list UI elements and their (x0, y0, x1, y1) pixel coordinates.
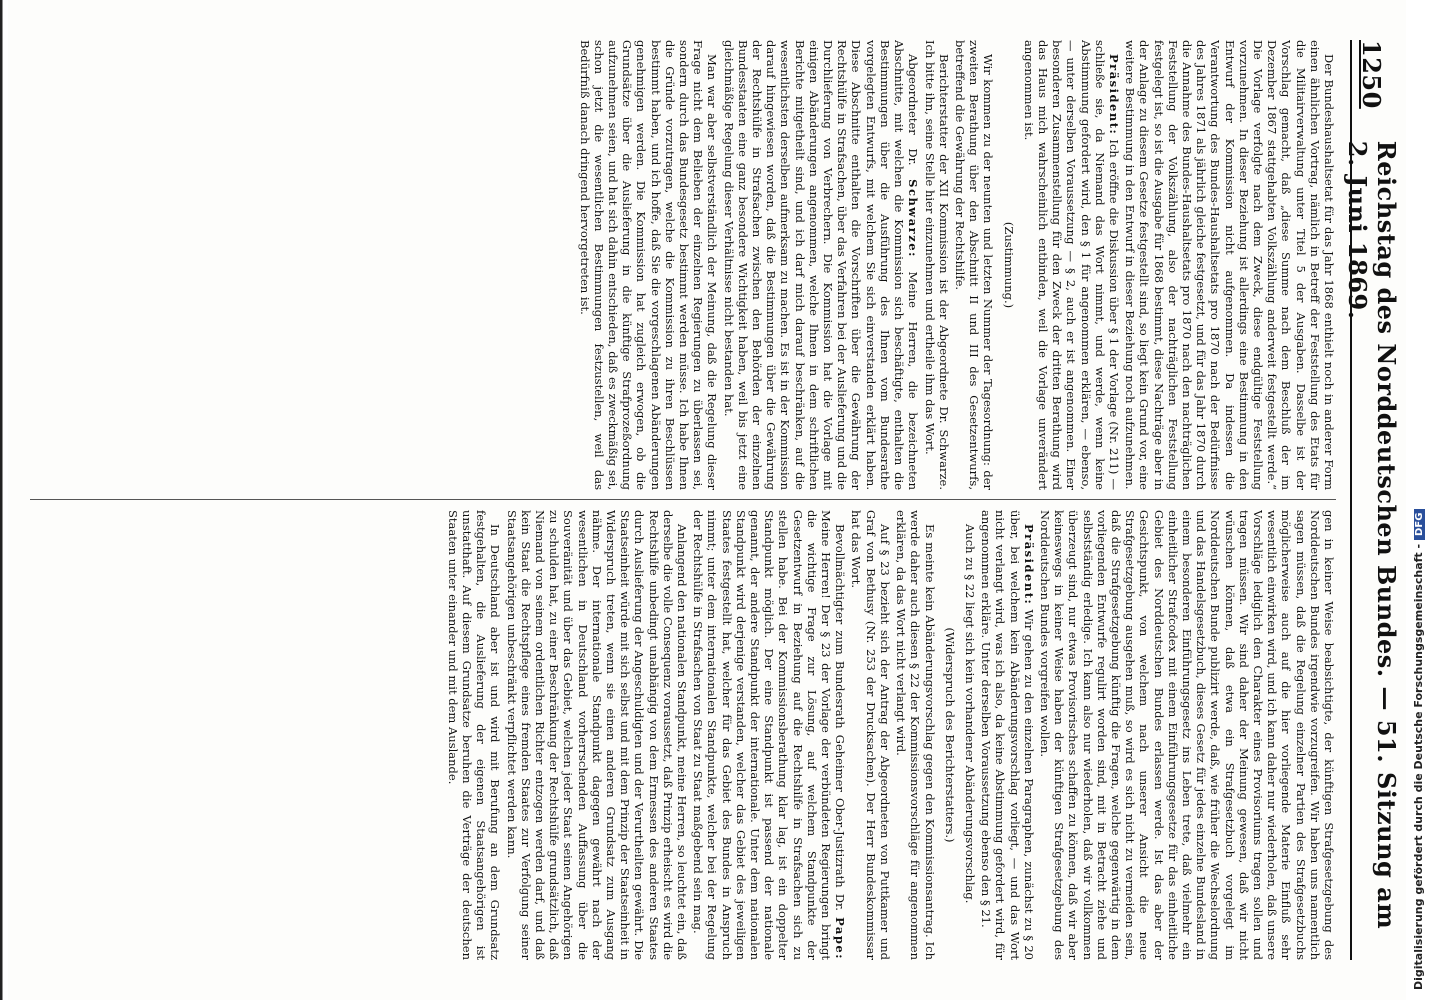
sitting-date: 51. Sitzung am 2. Juni 1869. (1343, 140, 1401, 930)
paragraph: Man war aber selbstverständlich der Meinung, daß die Regelung dieser Frage nicht dem Belieben der einzelnen Regierungen zu überlassen sei, sondern durch das Bundesgesetz bestimmt werden müsse. Ich habe Ihnen die Gründe vorzutragen, welche die Kommission zu ihren Beschlüssen bestimmt haben, und ich hoffe, daß Sie die vorgeschlagenen Abänderungen genehmigen werden. Die Kommission hat zugleich erwogen, ob die Grundsätze über die Auslieferung in die künftige Strafprozeßordnung aufzunehmen seien, und hat sich dahin entschieden, daß es zweckmäßig sei, schon jetzt die wesentlichen Bestimmungen festzustellen, weil das Bedürfniß danach dringend hervorgetreten ist. (577, 40, 720, 490)
running-header (1343, 40, 1401, 960)
paragraph (979, 510, 1036, 960)
page-number: 1250 (1357, 40, 1387, 109)
speaker-title: Bevollmächtigter zum Bundesrath Geheimer Ober-Justizrath Dr. (833, 524, 848, 911)
speaker-title: Abgeordneter Dr. (906, 54, 921, 166)
column-divider (30, 499, 1336, 500)
speaker-name: Pape: (833, 917, 848, 960)
speech-text: Ich eröffne die Diskussion über § 1 der Vorlage (Nr. 211) — schließe sie, da Niemand das Wort nimmt, und werde, wenn keine Abstimmung gefordert wird, den § 1 für angenommen erklären, — ebenso, — unter derselben Voraussetzung — § 2, auch er ist angenommen. Einer besonderen Zusammenstellung für den Zweck der dritten Berathung wird das Haus mich wahrscheinlich entbinden, weil die Vorlage unverändert angenommen ist. (1021, 40, 1121, 490)
paragraph (1022, 40, 1121, 490)
digitization-credit (1412, 10, 1425, 990)
speech-text: Wir gehen zu den einzelnen Paragraphen, zunächst zu § 20 über, bei welchem kein Abänderungsvorschlag vorliegt, — und das Wort nicht verlangt wird, was ich also, da keine Abstimmung gefordert wird, für angenommen erkläre. Unter derselben Voraussetzung ebenso den § 21. (979, 510, 1036, 960)
digitization-credit-strip (1406, 0, 1432, 1000)
paragraph: Berichterstatter der XII Kommission ist der Abgeordnete Dr. Schwarze. Ich bitte ihn, seine Stelle hier einzunehmen und ertheile ihm das Wort. (922, 40, 951, 490)
publication-title (1343, 141, 1401, 960)
paragraph: gen in keiner Weise beabsichtigte, der künftigen Strafgesetzgebung des Norddeutschen Bundes irgendwie vorzugreifen. Wir haben uns namentlich sagen müssen, daß die Regelung einzelner Partien des Strafgesetzbuchs möglicherweise auch auf die hier vorliegende Materie Einfluß sehr wesentlich einwirken wird, und ich kann daher nur wiederholen, daß unsere Vorschläge lediglich den Charakter eines Provisoriums tragen sollen und tragen müssen. Wir sind daher der Meinung gewesen, daß wir nicht wünschen können, daß etwa ein Strafgesetzbuch vorgelegt im Norddeutschen Bunde publizirt werde, daß, wie früher die Wechselordnung und das Handelsgesetzbuch, dieses Gesetz für jedes einzelne Bundesland in einem besonderen Einführungsgesetz ins Leben trete, daß vielmehr ein einheitlicher Strafcodex mit einem Einführungsgesetze für das einheitliche Gebiet des Norddeutschen Bundes erlassen werde. Ist das aber der Gesichtspunkt, von welchem nach unserer Ansicht die neue Strafgesetzgebung ausgehen muß, so wird es sich nicht zu vermeiden sein, daß die Strafgesetzgebung künftig die Fragen, welche gegenwärtig in dem vorliegenden Entwurfe regulirt worden sind, mit in Betracht ziehe und selbstständig erledige. Ich kann also nur wiederholen, daß wir vollkommen überzeugt sind, nur etwas Provisorisches schaffen zu können, daß wir aber keineswegs in keiner Weise haben der künftigen Strafgesetzgebung des Norddeutschen Bundes vorgreifen wollen. (1037, 510, 1336, 960)
paragraph: Anlangend den nationalen Standpunkt, meine Herren, so leuchtet ein, daß derselbe die volle Consequenz voraussetzt, daß Prinzip erheischt es wird die Rechtshilfe unbedingt unabhängig von dem Ermessen des anderen Staates durch Auslieferung der Angeschuldigten und der Verurtheilten gewährt. Die Staatseinheit würde mit sich selbst und mit dem Prinzip der Staatseinheit in Widerspruch treten, wenn sie einen anderen Grundsatz zum Ausgang nähme. Der internationale Standpunkt dagegen gewährt nach der wesentlichen in Deutschland vorherrschenden Auffassung über die Souveränität und über das Gebiet, welchen jeder Staat seinen Angehörigen zu schulden hat, zu einer Beschränkung der Rechtshülfe grundsätzlich, daß Niemand von seinem ordentlichen Richter entzogen werden darf, und daß kein Staat die Rechtspflege eines fremden Staates zur Verfolgung seiner Staatsangehörigen unbeschränkt verpflichtet werden kann. (504, 510, 690, 960)
publication-title-text: Reichstag des Norddeutschen Bundes. (1372, 140, 1401, 678)
interjection: (Zustimmung.) (1001, 221, 1016, 309)
paragraph: Auch zu § 22 liegt sich kein vorhandener Abänderungsvorschlag. (962, 524, 977, 904)
speech-text: Meine Herren, die bezeichneten Abschnitte, mit welchen die Kommission sich beschäftigte, enthalten die Bestimmungen über die Ausführung des Ihnen vom Bundesrathe vorgelegten Entwurfs, mit welchem Sie sich einverstanden erklärt haben. Diese Abschnitte enthalten die Vorschriften über die Gewährung der Rechtshülfe in Strafsachen, über das Verfahren bei der Auslieferung und die Durchlieferung von Verbrechern. Die Kommission hat die Vorlage mit einigen Abänderungen angenommen, welche Ihnen in dem schriftlichen Berichte mitgetheilt sind, und ich darf mich darauf beschränken, auf die wesentlichsten derselben aufmerksam zu machen. Es ist in der Kommission darauf hingewiesen worden, daß die Bestimmungen über die Gewährung der Rechtshülfe in Strafsachen zwischen den Behörden der einzelnen Bundesstaaten eine ganz besondere Wichtigkeit haben, weil bis jetzt eine gleichmäßige Regelung dieser Verhältnisse nicht bestanden hat. (721, 40, 921, 490)
dfg-logo: DFG (1414, 509, 1425, 540)
text-column-left (30, 40, 1336, 490)
paragraph: Wir kommen zu der neunten und letzten Nummer der Tagesordnung: der zweiten Berathung über den Abschnitt II und III des Gesetzentwurfs, betreffend die Gewährung der Rechtshilfe. (952, 40, 996, 490)
paragraph: In Deutschland aber ist und wird mit Berufung an dem Grundsatz festgehalten, die Auslieferung der eigenen Staatsangehörigen ist unstatthaft. Auf diesem Grundsatze beruhen die Verträge der deutschen Staaten unter einander und mit dem Auslande. (445, 510, 503, 960)
credit-text: Digitalisierung gefördert durch die Deutsche Forschungsgemeinschaft - (1412, 543, 1425, 990)
interjection: (Widerspruch des Berichterstatters.) (942, 627, 957, 843)
paragraph: Es meinte kein Abänderungsvorschlag gegen den Kommissionsantrag. Ich werde daher auch diesen § 22 der Kommissionsvorschläge für angenommen erklären, da das Wort nicht verlangt wird. (894, 510, 937, 960)
text-column-right (30, 510, 1336, 960)
paragraph (721, 40, 920, 490)
paragraph: Der Bundeshaushaltsetat für das Jahr 1868 enthielt noch in anderer Form einen ähnlichen Vortrag, nämlich in Betreff der Feststellung des Etats für die Militairverwaltung unter Titel 5 der Ausgaben. Dasselbe ist der Vorschlag gemacht, daß „diese Summe nach dem Beschluß der im Dezember 1867 stattgehabten Volkszählung anderweit festgestellt werde.“ Die Vorlage verfolgte nach dem Zweck, diese endgültige Feststellung vorzunehmen. In dieser Beziehung ist allerdings eine Bestimmung in den Entwurf der Kommission nicht aufgenommen. Da indessen die Verantwortung des Bundes-Haushaltsetats pro 1870 nach der Bedürfnisse des Jahres 1871 als jährlich gleiche festgesetzt, und für das Jahr 1870 durch die Annahme des Bundes-Haushaltsetats pro 1870 nach den nachträglichen Feststellung der Volkszählung, also der nachträglichen Feststellung festgelegt ist, so ist die Ausgabe für 1868 bestimmt, diese Nachträge aber in der Anlage zu diesem Gesetze festgestellt sind, so liegt kein Grund vor, eine weitere Bestimmung in den Entwurf in dieser Beziehung noch aufzunehmen. (1123, 40, 1336, 490)
speaker-name: Präsident: (1021, 524, 1036, 606)
speaker-name: Präsident: (1106, 54, 1121, 136)
header-separator: — (1372, 686, 1401, 711)
speech-text: Meine Herren! Der § 23 der Vorlage der verbündeten Regierungen bringt die wichtige Frage zur Lösung, auf welchem Standpunkte der Gesetzentwurf in Beziehung auf die Rechtshilfe in Strafsachen sich zu stellen habe. Bei der Kommissionsberathung klar lag, ist ein doppelter Standpunkt möglich. Der eine Standpunkt ist passend der nationale genannt, der andere Standpunkt der internationale. Unter dem nationalen Standpunkt wird derjenige verstanden, welcher das Gebiet des jeweiligen Staates festgestellt hat, welcher für das Gebiet des Bundes in Anspruch nimmt; unter dem internationalen Standpunkte, welcher bei der Regelung der Rechtshülfe in Strafsachen von Staat zu Staat maßgebend sein mag. (691, 510, 834, 960)
speaker-name: Schwarze: (906, 179, 921, 258)
paragraph (691, 510, 847, 960)
paragraph: Auf § 23 bezieht sich der Antrag der Abgeordneten von Puttkamer und Graf von Bethusy (Nr. 253 der Drucksachen). Der Herr Bundeskommissar hat das Wort. (849, 510, 892, 960)
